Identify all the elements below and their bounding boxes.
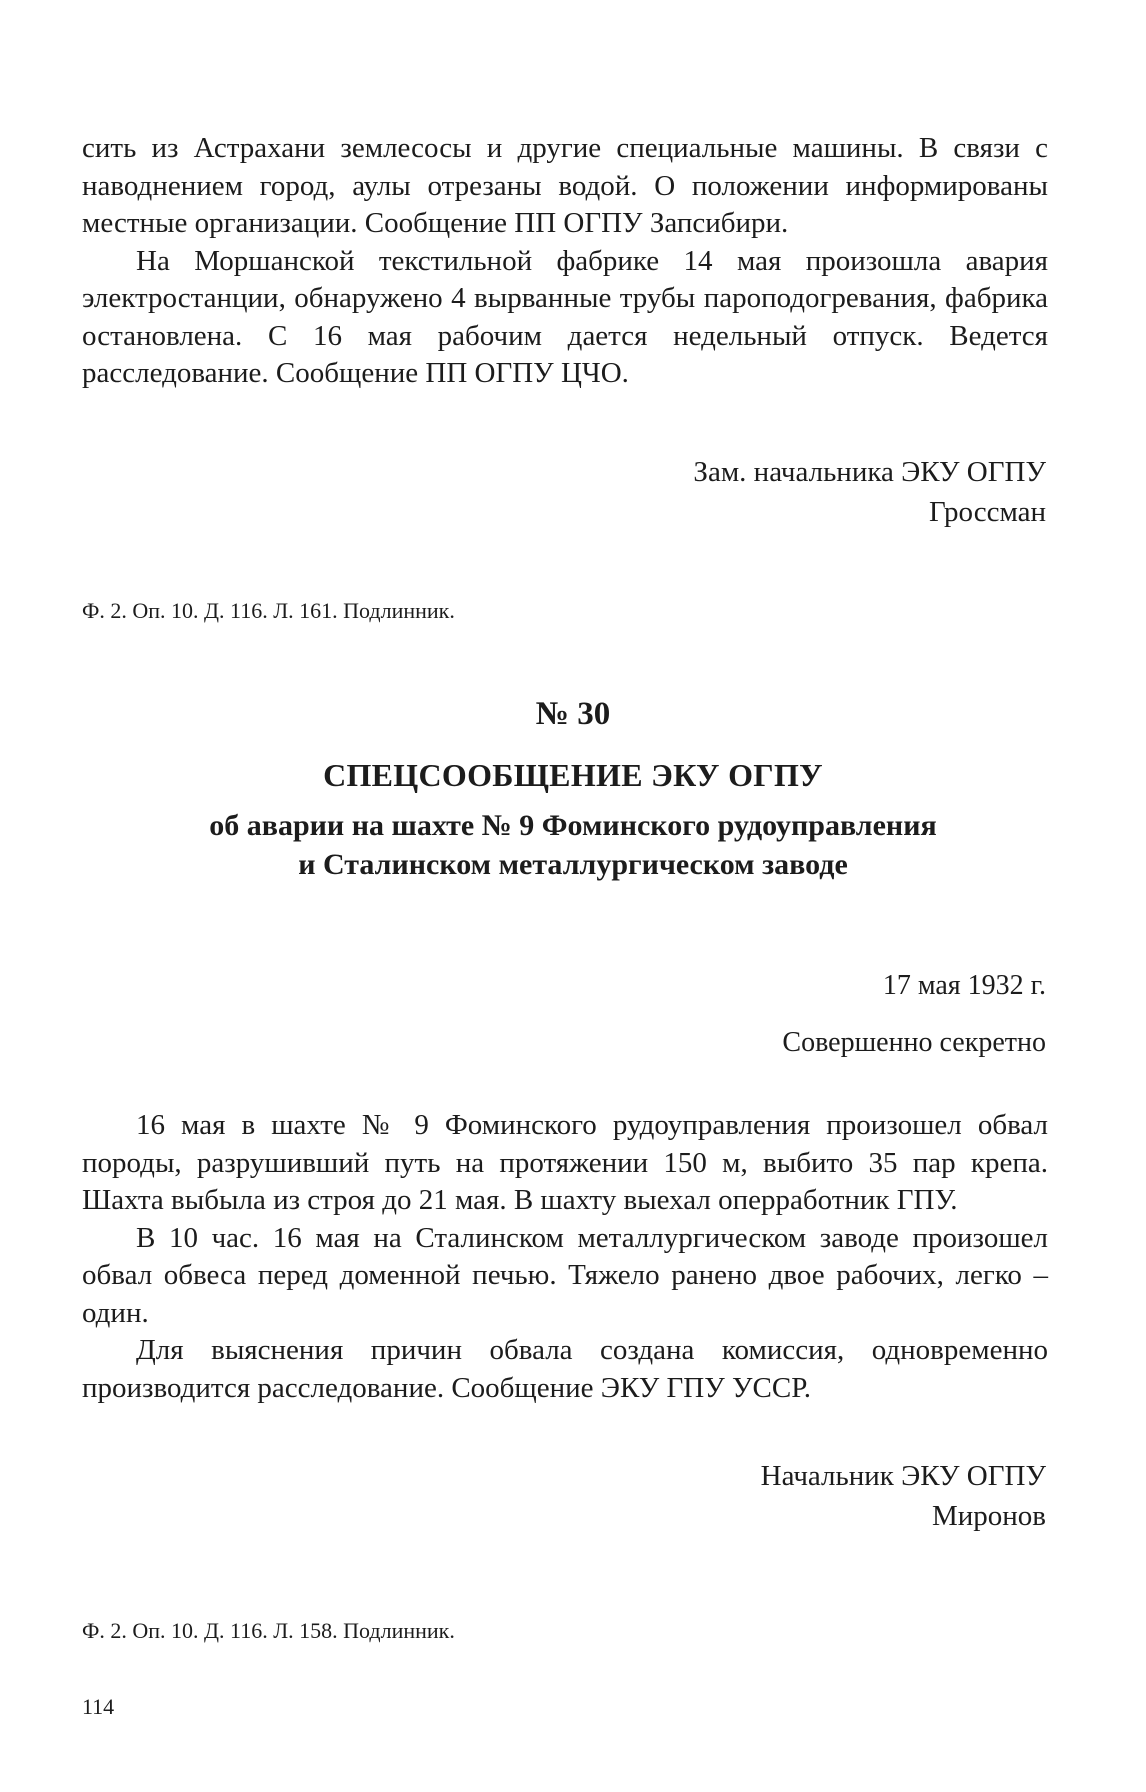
paragraph-mine-collapse: 16 мая в шахте № 9 Фоминского рудоуправления произошел обвал породы, разрушивший путь на протяжении 150 м, выбито 35 пар крепа. Шахта выбыла из строя до 21 мая. В шахту выехал оперработник ГПУ. [82,1109,1048,1216]
document-date: 17 мая 1932 г. [882,970,1046,1001]
page-number: 114 [82,1694,115,1719]
document-type-heading: СПЕЦСООБЩЕНИЕ ЭКУ ОГПУ [323,757,823,793]
signature-position: Зам. начальника ЭКУ ОГПУ [693,456,1046,488]
archival-source-1: Ф. 2. Оп. 10. Д. 116. Л. 161. Подлинник. [82,598,455,623]
main-text-block [82,1107,1048,1407]
signature-name: Миронов [931,1500,1046,1532]
paragraph-commission: Для выяснения причин обвала создана комиссия, одновременно производится расследование. Сообщение ЭКУ ГПУ УССР. [82,1334,1048,1404]
paragraph-continued: сить из Астрахани землесосы и другие специальные машины. В связи с наводнением город, аулы отрезаны водой. О положении информированы местные организации. Сообщение ПП ОГПУ Запсибири. [82,132,1048,239]
signature-name: Гроссман [929,496,1046,528]
archival-source-2: Ф. 2. Оп. 10. Д. 116. Л. 158. Подлинник. [82,1618,455,1643]
signature-position: Начальник ЭКУ ОГПУ [760,1460,1046,1492]
subtitle-line-2: и Сталинском металлургическом заводе [298,848,848,881]
top-text-block [82,130,1048,393]
signature-block-1 [693,452,1046,532]
document-subtitle [0,806,1146,884]
document-number: № 30 [535,696,611,732]
subtitle-line-1: об аварии на шахте № 9 Фоминского рудоуправления [209,809,937,842]
signature-block-2 [761,1456,1046,1536]
classification-mark: Совершенно секретно [782,1027,1046,1058]
paragraph-metallurgical-plant: В 10 час. 16 мая на Сталинском металлургическом заводе произошел обвал обвеса перед доменной печью. Тяжело ранено двое рабочих, легко – один. [82,1221,1048,1329]
paragraph-morshansk: На Моршанской текстильной фабрике 14 мая произошла авария электростанции, обнаружено 4 вырванные трубы пароподогревания, фабрика остановлена. С 16 мая рабочим дается недельный отпуск. Ведется расследование. Сообщение ПП ОГПУ ЦЧО. [82,244,1048,389]
